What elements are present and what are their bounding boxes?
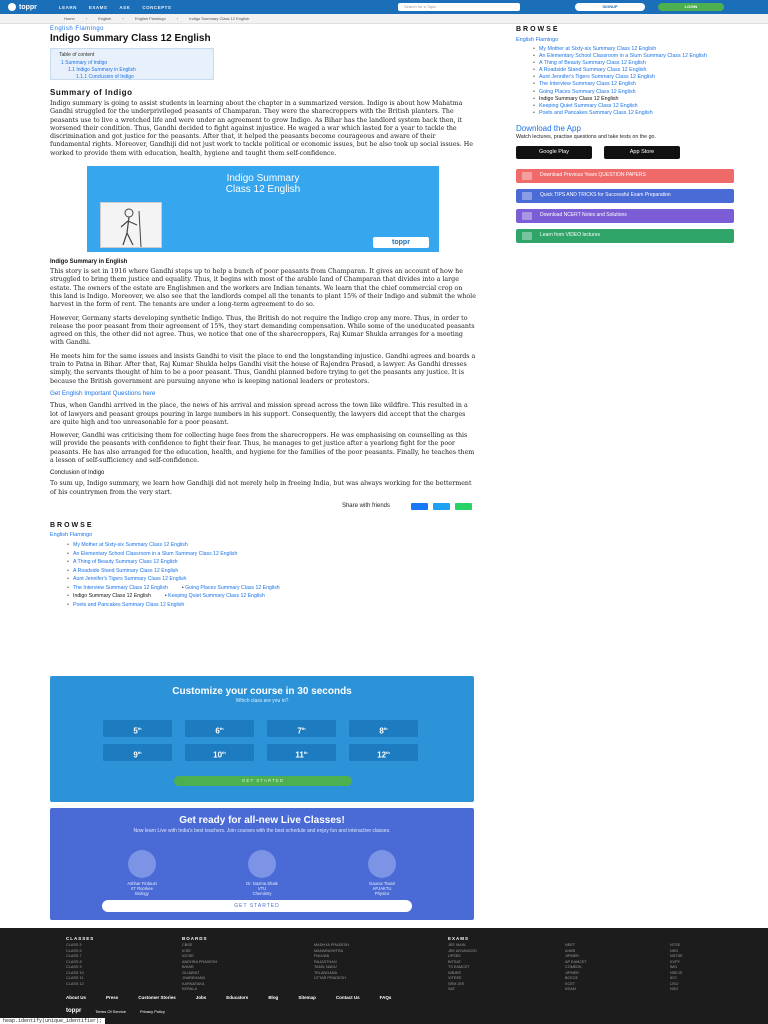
class-grid	[103, 720, 421, 761]
sidebar-item: • A Thing of Beauty Summary Class 12 English	[516, 60, 738, 66]
questions-link[interactable]: Get English Important Questions here	[50, 389, 156, 397]
nav-learn[interactable]: LEARN	[58, 4, 77, 10]
store-buttons	[516, 146, 738, 159]
status-text: heap.identify(unique_identifier);	[0, 1018, 105, 1024]
breadcrumb-home[interactable]: Home	[64, 16, 75, 21]
toc-item[interactable]: 1.1.1 Conclusion of Indigo	[76, 74, 134, 80]
paragraph: This story is set in 1916 where Gandhi steps up to help a bunch of poor peasants from Champaran. It gives an account of how he struggled to bring them justice and equality. Thus, it begins with most of the arable land of Champaran that divides into a large estate. The owners of the estate are Englishmen and the workers are Indian tenants. We learn that the chief commercial crop on this land is Indigo. Moreover, we also see that the landlords compel all the tenants to plant 15% of their Indigo and submit the whole harvest in the form of rent. The tenants are under a long-term agreement to do so.	[50, 268, 476, 309]
paragraph: However, Gandhi was criticising them for collecting huge fees from the sharecroppers. He was emphasising on counselling as this will provide the peasants with confidence to fight their fear. Thus, he manages to get justice after a yearlong fight for the poor peasants. He has also arranged for the education, health, and hygiene for the families of the poor peasants. Finally, he teaches them a lesson of self-sufficiency and self-confidence.	[50, 432, 475, 465]
browse-heading: BROWSE	[50, 521, 94, 529]
subject-label[interactable]: English Flamingo	[50, 26, 105, 32]
footer-link[interactable]: Educators	[226, 995, 249, 1000]
footer-exams-2: NEET AIIMS JIPMER AP EAMCET COMEDK JIPMER BCECE KCET KEAM	[565, 943, 587, 991]
list-item: • A Roadside Stand Summary Class 12 English	[50, 567, 476, 576]
sidebar-item: • The Interview Summary Class 12 English	[516, 81, 738, 87]
footer-boards-2: MADHYA PRADESH MAHARASHTRA PUNJAB RAJASTHAN TAMIL NADU TELANGANA UTTAR PRADESH	[314, 943, 350, 980]
book-icon	[522, 212, 532, 220]
footer-exams: JEE MAIN JEE ADVANCED UPSEE BITSAT TS EAMCET WBJEE VITEEE SRM JEE SAT	[448, 943, 477, 991]
paragraph: Thus, when Gandhi arrived in the place, the news of his arrival and mission spread across the town like wildfire. This resulted in a lot of lawyers and peasant groups pouring in large numbers in his support. Consequently, the lawyers did accept that the charges are quite high and too unreasonable for a poor peasant.	[50, 402, 468, 426]
terms-link[interactable]: Terms Of Service	[95, 1008, 126, 1014]
sidebar-list	[516, 46, 738, 116]
article	[50, 26, 476, 610]
sidebar-item: • Keeping Quiet Summary Class 12 English	[516, 103, 738, 109]
app-subtitle: Watch lectures, practise questions and take tests on the go.	[516, 133, 656, 140]
class-button[interactable]: 10th	[185, 744, 254, 761]
search-input[interactable]: Search for a Topic	[398, 3, 520, 11]
list-item: • A Thing of Beauty Summary Class 12 English	[50, 558, 476, 567]
paragraph: He meets him for the same issues and insists Gandhi to visit the place to end the longstanding injustice. Gandhi agrees and boards a train to Patna in Bihar. After that, Raj Kumar Shukla helps Gandhi visit the house of Rajendra Prasad, a lawyer. As Gandhi dresses simply, the servants thought of him to be a poor peasant. Thus, Gandhi planned before trying to get the peasants any justice. It is because the British government are pursuing anyone who is keeping national leaders or protestors.	[50, 352, 476, 385]
class-button[interactable]: 8th	[349, 720, 418, 737]
paragraph: However, Germany starts developing synthetic Indigo. Thus, the British do not require the Indigo crop any more. Thus, in order to release the poor peasant from their agreement of 15%, they start demanding compensation. While some of the uneducated peasants agreed on this, the other did not agree. Thus, we notice that one of the sharecroppers, Raj Kumar Shukla arranges for a meeting with Gandhi.	[50, 314, 475, 347]
paragraph: To sum up, Indigo summary, we learn how Gandhiji did not merely help in freeing India, but was always working for the betterment of his countrymen from the very start.	[50, 480, 472, 496]
sidebar-item: • My Mother at Sixty-six Summary Class 12 English	[516, 46, 738, 52]
footer-link[interactable]: Jobs	[195, 995, 207, 1000]
twitter-share-icon[interactable]	[433, 503, 450, 510]
sidebar-item: • Poets and Pancakes Summary Class 12 English	[516, 110, 738, 116]
list-item: • The Interview Summary Class 12 English • Going Places Summary Class 12 English	[50, 584, 476, 593]
nav-exams[interactable]: EXAMS	[88, 4, 108, 10]
footer-bottom	[66, 1008, 165, 1014]
indigo-banner	[87, 166, 439, 252]
breadcrumb-current: Indigo Summary Class 12 English	[189, 16, 250, 21]
list-item: • Aunt Jennifer's Tigers Summary Class 12 English	[50, 575, 476, 584]
footer-link[interactable]: Press	[106, 995, 119, 1000]
class-button[interactable]: 11th	[267, 744, 336, 761]
footer-heading: BOARDS	[182, 936, 208, 941]
list-item: • Poets and Pancakes Summary Class 12 English	[50, 601, 476, 610]
teacher-card: Ashhar Firdausi IIT Roorkee Biology	[92, 850, 192, 896]
login-button[interactable]: LOGIN	[658, 3, 724, 11]
document-icon	[522, 172, 532, 180]
footer-links	[66, 995, 391, 1000]
footer-classes: CLASS 5 CLASS 6 CLASS 7 CLASS 8 CLASS 9 CLASS 10 CLASS 11 CLASS 12	[66, 943, 84, 986]
breadcrumb-flamingo[interactable]: English Flamingo	[134, 16, 166, 21]
class-button[interactable]: 9th	[103, 744, 172, 761]
browse-list	[50, 541, 476, 610]
share-label: Share with friends	[341, 503, 390, 510]
footer-link[interactable]: Customer Stories	[138, 995, 176, 1000]
promo-tips[interactable]: Quick TIPS AND TRICKS for Successful Exam Preparation	[516, 189, 734, 203]
breadcrumb: Home › English › English Flamingo › Indigo Summary Class 12 English	[0, 14, 768, 24]
course-subtitle: Which class are you in?	[235, 698, 289, 704]
class-button[interactable]: 6th	[185, 720, 254, 737]
live-classes-card	[50, 808, 474, 920]
subsection-heading: Conclusion of Indigo	[50, 470, 105, 477]
teacher-card: Gaurav Tiwari APJAKTU Physics	[332, 850, 432, 896]
list-item: • Indigo Summary Class 12 English • Keeping Quiet Summary Class 12 English	[50, 592, 476, 601]
footer-heading: CLASSES	[66, 936, 95, 941]
sidebar-subject[interactable]: English Flamingo	[516, 37, 559, 43]
sidebar-item: • An Elementary School Classroom in a Slum Summary Class 12 English	[516, 53, 738, 59]
list-item: • My Mother at Sixty-six Summary Class 12 English	[50, 541, 476, 550]
class-button[interactable]: 7th	[267, 720, 336, 737]
live-title: Get ready for all-new Live Classes!	[179, 815, 345, 826]
banner-title-line1: Indigo Summary	[226, 173, 300, 185]
teacher-card: Dr. Nazma Shaik VTU Chemistry	[212, 850, 312, 896]
facebook-share-icon[interactable]	[411, 503, 428, 510]
toppr-logo[interactable]	[8, 3, 37, 11]
app-heading: Download the App	[516, 123, 581, 133]
top-nav-bar	[0, 0, 768, 14]
course-customizer	[50, 676, 474, 802]
banner-title-line2: Class 12 English	[225, 184, 301, 196]
page-title: Indigo Summary Class 12 English	[50, 33, 211, 44]
sidebar-browse-heading: BROWSE	[516, 26, 560, 33]
list-item: • An Elementary School Classroom in a Slum Summary Class 12 English	[50, 550, 476, 559]
live-get-started-button[interactable]: GET STARTED	[102, 900, 412, 912]
share-row	[50, 503, 476, 510]
nav-ask[interactable]: ASK	[119, 4, 131, 10]
table-of-contents	[50, 48, 214, 80]
footer	[0, 928, 768, 1024]
privacy-link[interactable]: Privacy Policy	[140, 1008, 165, 1014]
banner-brand: toppr	[373, 237, 429, 248]
promo-video[interactable]: Learn from VIDEO lectures	[516, 229, 734, 243]
sidebar-item-current: • Indigo Summary Class 12 English	[516, 96, 738, 102]
browse-subject[interactable]: English Flamingo	[50, 531, 93, 538]
course-title: Customize your course in 30 seconds	[172, 686, 352, 697]
avatar	[128, 850, 156, 878]
teacher-list	[92, 850, 432, 896]
toppr-logo-icon	[8, 3, 16, 11]
google-play-button[interactable]: Google Play	[516, 146, 592, 159]
class-button[interactable]: 12th	[349, 744, 418, 761]
sidebar-item: • Going Places Summary Class 12 English	[516, 89, 738, 95]
sidebar	[516, 26, 738, 243]
avatar	[368, 850, 396, 878]
promo-ncert[interactable]: Download NCERT Notes and Solutions	[516, 209, 734, 223]
toc-heading: Table of content	[59, 52, 95, 58]
class-button[interactable]: 5th	[103, 720, 172, 737]
section-heading: Summary of Indigo	[50, 88, 133, 97]
main-nav	[59, 5, 172, 10]
footer-link[interactable]: Contact Us	[335, 995, 360, 1000]
footer-link[interactable]: FAQs	[379, 995, 392, 1000]
footer-link[interactable]: About Us	[66, 995, 86, 1000]
app-store-button[interactable]: App Store	[604, 146, 680, 159]
promo-question-papers[interactable]: Download Previous Years QUESTION PAPERS	[516, 169, 734, 183]
footer-boards: CBSE ICSE IGCSE ANDHRA PRADESH BIHAR GUJARAT JHARKHAND KARNATAKA KERALA	[182, 943, 218, 991]
sidebar-item: • Aunt Jennifer's Tigers Summary Class 12 English	[516, 74, 738, 80]
signup-button[interactable]: SIGNUP	[575, 3, 645, 11]
paragraph: Indigo summary is going to assist students in learning about the chapter in a summarized version. Indigo is about how Mahatma Gandhi struggled for the underprivileged peasants of Champaran. They were the sharecroppers with the British planters. The peasants use to live a wretched life and were under an agreement to grow Indigo. As Bihar has the landlord system back then, it worsened their condition. Thus, Gandhi decided to fight against injustice. He waged a war which lasted for a year to tackle the discrimination and got justice for the peasants. After that, it helped the peasants become courageous and aware of their fundamental rights. Moreover, Gandhiji did not just work to tackle political or economic issues, but he also took up social issues. He worked to provide them with education, health, hygiene and taught them self-confidence.	[50, 100, 474, 157]
toc-item[interactable]: 1.1 Indigo Summary in English	[68, 67, 136, 73]
avatar	[248, 850, 276, 878]
footer-link[interactable]: Sitemap	[298, 995, 316, 1000]
toc-item[interactable]: 1 Summary of Indigo	[61, 60, 108, 66]
sidebar-item: • A Roadside Stand Summary Class 12 English	[516, 67, 738, 73]
course-get-started-button[interactable]: GET STARTED	[174, 776, 352, 786]
logo-text: toppr	[19, 3, 37, 11]
breadcrumb-english[interactable]: English	[98, 16, 112, 21]
subsection-heading: Indigo Summary in English	[50, 259, 128, 266]
live-subtitle: Now learn Live with India's best teachers. Join courses with the best schedule and enjoy fun and interactive classes.	[133, 828, 391, 834]
footer-exams-3: NTSE NSO NSTSE KVPY IMO NSEJS IEO IJSO NSO	[670, 943, 683, 991]
video-icon	[522, 232, 532, 240]
footer-heading: EXAMS	[448, 936, 470, 941]
nav-concepts[interactable]: CONCEPTS	[142, 4, 172, 10]
lightbulb-icon	[522, 192, 532, 200]
footer-link[interactable]: Blog	[268, 995, 279, 1000]
footer-logo[interactable]: toppr	[66, 1008, 82, 1014]
whatsapp-share-icon[interactable]	[455, 503, 472, 510]
gandhi-illustration-icon	[100, 202, 162, 248]
